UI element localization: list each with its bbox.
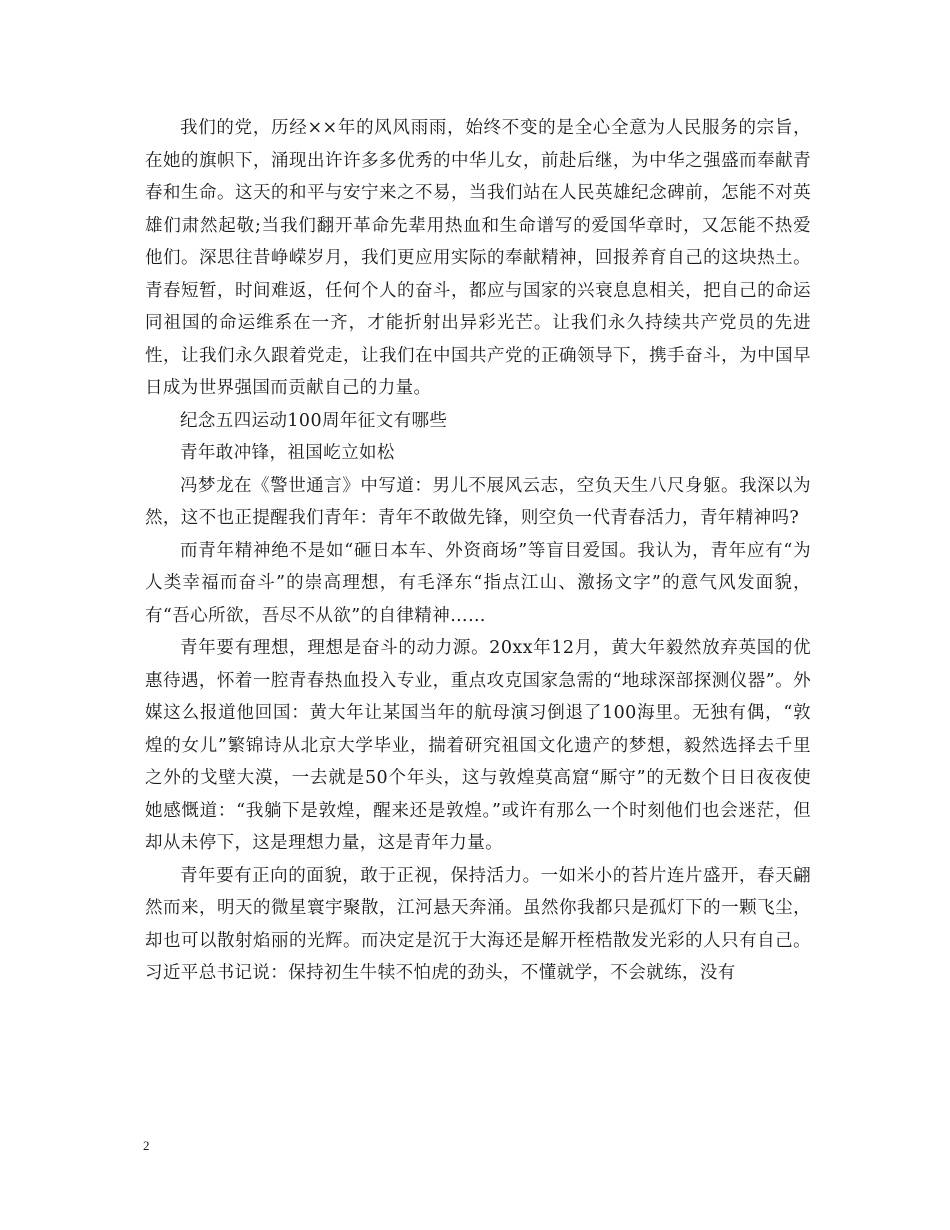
paragraph-party-history: 我们的党，历经××年的风风雨雨，始终不变的是全心全意为人民服务的宗旨，在她的旗帜下，涌现出许许多多优秀的中华儿女，前赴后继，为中华之强盛而奉献青春和生命。这天的和平与安宁来之不易，当我们站在人民英雄纪念碑前，怎能不对英雄们肃然起敬;当我们翻开革命先辈用热血和生命谱写的爱国华章时，又怎能不热爱他们。深思往昔峥嵘岁月，我们更应用实际的奉献精神，回报养育自己的这块热土。青春短暂，时间难返，任何个人的奋斗，都应与国家的兴衰息息相关，把自己的命运同祖国的命运维系在一齐，才能折射出异彩光芒。让我们永久持续共产党员的先进性，让我们永久跟着党走，让我们在中国共产党的正确领导下，携手奋斗，为中国早日成为世界强国而贡献自己的力量。: [145, 118, 811, 398]
essay-title: 青年敢冲锋，祖国屹立如松: [180, 443, 395, 463]
section-heading: 纪念五四运动100周年征文有哪些: [180, 410, 448, 431]
paragraph-feng-menglong: 冯梦龙在《警世通言》中写道：男儿不展风云志，空负天生八尺身躯。我深以为然，这不也正提醒我们青年：青年不敢做先锋，则空负一代青春活力，青年精神吗?: [145, 475, 811, 528]
paragraph-youth-ideals: 青年要有理想，理想是奋斗的动力源。20xx年12月，黄大年毅然放弃英国的优惠待遇，怀着一腔青春热血投入专业，重点攻克国家急需的“地球深部探测仪器”。外媒这么报道他回国：黄大年让某国当年的航母演习倒退了100海里。无独有偶，“敦煌的女儿”繁锦诗从北京大学毕业，揣着研究祖国文化遗产的梦想，毅然选择去千里之外的戈壁大漠，一去就是50个年头，这与敦煌莫高窟“厮守”的无数个日日夜夜使她感慨道：“我躺下是敦煌，醒来还是敦煌。”或许有那么一个时刻他们也会迷茫，但却从未停下，这是理想力量，这是青年力量。: [145, 638, 811, 853]
paragraph-youth-spirit: 而青年精神绝不是如“砸日本车、外资商场”等盲目爱国。我认为，青年应有“为人类幸福而奋斗”的崇高理想，有毛泽东“指点江山、激扬文字”的意气风发面貌，有“吾心所欲，吾尽不从欲”的自律精神……: [145, 540, 811, 626]
paragraph-youth-vitality: 青年要有正向的面貌，敢于正视，保持活力。一如米小的苔片连片盛开，春天翩然而来，明天的微星寰宇聚散，江河悬天奔涌。虽然你我都只是孤灯下的一颗飞尘，却也可以散射焰丽的光辉。而决定是沉于大海还是解开桎梏散发光彩的人只有自己。习近平总书记说：保持初生牛犊不怕虎的劲头，不懂就学，不会就练，没有: [145, 865, 811, 983]
page-number: 2: [143, 1138, 150, 1153]
document-body: [145, 112, 811, 990]
